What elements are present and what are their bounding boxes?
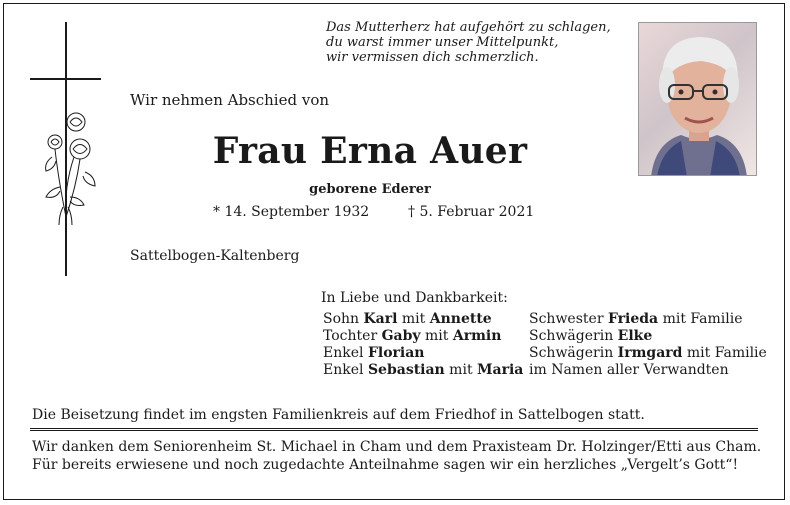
mourner-name: Elke xyxy=(617,328,653,344)
mourner-name: Maria xyxy=(477,362,524,378)
mourners-left-column xyxy=(323,311,523,379)
mourner-name: Frieda xyxy=(607,311,659,327)
mourner-name: Annette xyxy=(429,311,492,327)
mourner-line xyxy=(323,345,523,362)
mourner-relation: Schwester xyxy=(529,311,608,327)
mourner-relation: Sohn xyxy=(323,311,364,327)
poem-line: wir vermissen dich schmerzlich. xyxy=(326,50,539,65)
mourner-line xyxy=(323,328,523,345)
mourner-relation: mit Familie xyxy=(658,311,743,327)
thanks-line: Wir danken dem Seniorenheim St. Michael in Cham und dem Praxisteam Dr. Holzinger/Etti aus Cham. xyxy=(32,439,762,455)
mourners-right-column xyxy=(529,311,767,379)
mourner-line xyxy=(529,328,767,345)
mourner-line xyxy=(529,311,767,328)
divider-line xyxy=(30,430,758,431)
mourner-line xyxy=(529,345,767,362)
mourner-relation: mit xyxy=(420,328,453,344)
mourner-relation: Enkel xyxy=(323,362,368,378)
thanks-line: Für bereits erwiesene und noch zugedachte Anteilnahme sagen wir ein herzliches „Vergelt’s Gott“! xyxy=(32,457,739,473)
mourner-line xyxy=(323,362,523,379)
mourner-line xyxy=(529,362,767,379)
death-date: † 5. Februar 2021 xyxy=(408,204,535,220)
mourner-name: Florian xyxy=(367,345,425,361)
poem-line: Das Mutterherz hat aufgehört zu schlagen, xyxy=(326,20,611,35)
mourner-name: Sebastian xyxy=(367,362,445,378)
deceased-name: Frau Erna Auer xyxy=(212,130,528,172)
maiden-name: geborene Ederer xyxy=(309,182,431,197)
mourner-relation: mit xyxy=(397,311,430,327)
mourner-name: Irmgard xyxy=(617,345,683,361)
poem xyxy=(326,20,611,65)
mourner-relation: Schwägerin xyxy=(529,328,618,344)
mourner-relation: mit xyxy=(444,362,478,378)
mourner-line xyxy=(323,311,523,328)
birth-date: * 14. September 1932 xyxy=(213,204,370,220)
gratitude-heading: In Liebe und Dankbarkeit: xyxy=(321,290,508,306)
mourner-relation: im Namen aller Verwandten xyxy=(529,362,729,378)
divider-line xyxy=(30,428,758,429)
mourner-relation: Schwägerin xyxy=(529,345,618,361)
poem-line: du warst immer unser Mittelpunkt, xyxy=(326,35,559,50)
mourner-relation: Tochter xyxy=(323,328,382,344)
burial-notice: Die Beisetzung findet im engsten Familienkreis auf dem Friedhof in Sattelbogen statt. xyxy=(32,407,645,423)
farewell-intro: Wir nehmen Abschied von xyxy=(130,91,330,109)
residence-place: Sattelbogen-Kaltenberg xyxy=(130,248,300,264)
mourner-relation: Enkel xyxy=(323,345,368,361)
mourner-name: Armin xyxy=(452,328,502,344)
thanks-text xyxy=(32,438,761,474)
mourner-relation: mit Familie xyxy=(682,345,767,361)
mourner-name: Gaby xyxy=(381,328,421,344)
mourner-name: Karl xyxy=(363,311,398,327)
